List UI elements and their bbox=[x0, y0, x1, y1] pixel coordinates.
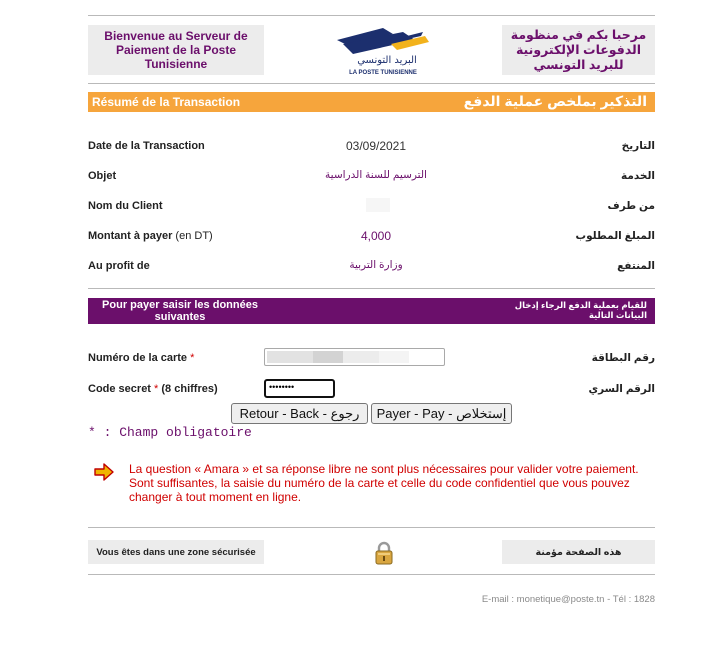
label-amount: Montant à payer (en DT) bbox=[88, 230, 213, 242]
value-client-name-redacted bbox=[366, 198, 390, 212]
label-object-ar: الخدمة bbox=[620, 170, 655, 182]
top-divider bbox=[88, 15, 655, 16]
label-date-ar: التاريخ bbox=[621, 140, 655, 152]
value-amount: 4,000 bbox=[360, 229, 392, 243]
footer-email-link[interactable]: monetique@poste.tn bbox=[516, 594, 605, 605]
security-bottom-divider bbox=[88, 574, 655, 575]
card-number-label-ar: رقم البطاقة bbox=[591, 352, 655, 364]
arrow-right-icon bbox=[94, 463, 114, 481]
amara-notice-text: La question « Amara » et sa réponse libre ne sont plus nécessaires pour valider votre paiement. Sont suffisantes, la saisie du numéro de la carte et celle du code confidentiel que vous pouvez changer à tout moment en ligne. bbox=[129, 462, 639, 504]
header-divider bbox=[88, 83, 655, 84]
label-date: Date de la Transaction bbox=[88, 140, 205, 152]
summary-heading-ar: التذكير بملخص عملية الدفع bbox=[463, 93, 647, 109]
secure-zone-ar: هذه الصفحة مؤمنة bbox=[502, 540, 655, 564]
label-object: Objet bbox=[88, 170, 117, 182]
value-object: الترسيم للسنة الدراسية bbox=[325, 169, 427, 181]
security-top-divider bbox=[88, 527, 655, 528]
label-beneficiary: Au profit de bbox=[88, 260, 150, 272]
payment-heading-ar: للقيام بعملية الدفع الرجاء إدخال البيانات التالية bbox=[514, 300, 647, 320]
logo-text-fr: LA POSTE TUNISIENNE bbox=[349, 70, 417, 76]
la-poste-logo bbox=[333, 24, 433, 76]
label-amount-ar: المبلغ المطلوب bbox=[575, 230, 655, 242]
value-date: 03/09/2021 bbox=[345, 139, 407, 153]
card-number-label: Numéro de la carte * bbox=[88, 352, 195, 364]
logo-text-ar: البريد التونسي bbox=[357, 55, 417, 66]
back-button[interactable]: Retour - Back - رجوع bbox=[231, 403, 368, 424]
footer-contact: E-mail : monetique@poste.tn - Tél : 1828 bbox=[481, 594, 655, 605]
secure-zone-fr: Vous êtes dans une zone sécurisée bbox=[88, 540, 264, 564]
footer-phone: 1828 bbox=[633, 594, 655, 605]
secret-code-label-ar: الرقم السري bbox=[588, 383, 655, 395]
lock-icon bbox=[374, 540, 394, 566]
label-client-name: Nom du Client bbox=[88, 200, 163, 212]
header-title-ar: مرحبا بكم في منظومة الدفوعات الإلكترونية للبريد التونسي bbox=[502, 25, 655, 75]
label-client-name-ar: من طرف bbox=[607, 200, 655, 212]
summary-heading-fr: Résumé de la Transaction bbox=[92, 95, 241, 109]
value-beneficiary: وزارة التربية bbox=[349, 259, 403, 271]
amount-unit: (en DT) bbox=[175, 230, 213, 242]
card-number-input[interactable] bbox=[264, 348, 445, 366]
header-title-fr: Bienvenue au Serveur de Paiement de la Poste Tunisienne bbox=[88, 25, 264, 75]
payment-heading-bar bbox=[88, 298, 655, 324]
summary-heading-bar bbox=[88, 92, 655, 112]
summary-divider bbox=[88, 288, 655, 289]
pay-button[interactable]: Payer - Pay - إستخلاص bbox=[371, 403, 512, 424]
mandatory-field-note: * : Champ obligatoire bbox=[88, 425, 252, 440]
secret-code-label: Code secret * (8 chiffres) bbox=[88, 383, 218, 395]
secret-code-input[interactable]: •••••••• bbox=[264, 379, 335, 398]
payment-heading-fr: Pour payer saisir les données suivantes bbox=[102, 299, 258, 323]
label-beneficiary-ar: المنتفع bbox=[617, 260, 655, 272]
